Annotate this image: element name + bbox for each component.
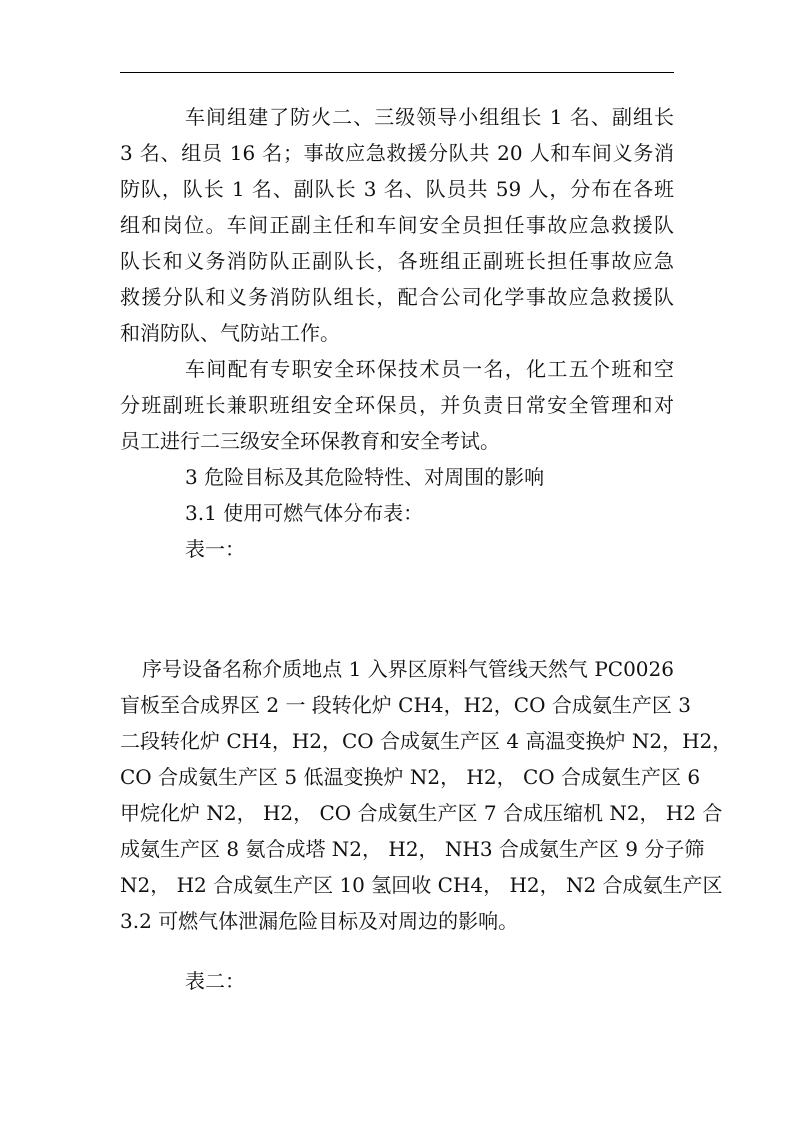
text-line: 车间配有专职安全环保技术员一名，化工五个班和空 [185,357,674,381]
text-line: 3 名、组员 16 名；事故应急救援分队共 20 人和车间义务消 [120,141,674,165]
text-line: 和消防队、气防站工作。 [120,321,340,345]
text-line: 救援分队和义务消防队组长，配合公司化学事故应急救援队 [120,285,674,309]
text-line: 队长和义务消防队正副队长，各班组正副班长担任事故应急 [120,249,674,273]
text-line: 序号设备名称介质地点 1 入界区原料气管线天然气 PC0026 [142,657,674,681]
table-2-caption: 表二： [185,969,245,993]
section-heading-3: 3 危险目标及其危险特性、对周围的影响 [185,465,545,489]
text-line: 员工进行二三级安全环保教育和安全考试。 [120,429,500,453]
text-line: 分班副班长兼职班组安全环保员，并负责日常安全管理和对 [120,393,674,417]
text-line: 二段转化炉 CH4，H2，CO 合成氨生产区 4 高温变换炉 N2，H2， [120,729,733,753]
header-rule [120,72,674,73]
text-line: 甲烷化炉 N2， H2， CO 合成氨生产区 7 合成压缩机 N2， H2 合 [120,801,723,825]
text-line: CO 合成氨生产区 5 低温变换炉 N2， H2， CO 合成氨生产区 6 [120,765,701,789]
text-line: 组和岗位。车间正副主任和车间安全员担任事故应急救援队 [120,213,674,237]
section-heading-3-2: 3.2 可燃气体泄漏危险目标及对周边的影响。 [120,909,519,933]
text-line: 成氨生产区 8 氨合成塔 N2， H2， NH3 合成氨生产区 9 分子筛 [120,837,705,861]
text-line: 防队，队长 1 名、副队长 3 名、队员共 59 人，分布在各班 [120,177,674,201]
text-line: N2， H2 合成氨生产区 10 氢回收 CH4， H2， N2 合成氨生产区 [120,873,723,897]
text-line: 盲板至合成界区 2 一 段转化炉 CH4，H2，CO 合成氨生产区 3 [120,693,691,717]
table-1-caption: 表一： [185,537,245,561]
text-line: 车间组建了防火二、三级领导小组组长 1 名、副组长 [185,105,674,129]
section-heading-3-1: 3.1 使用可燃气体分布表： [185,501,424,525]
